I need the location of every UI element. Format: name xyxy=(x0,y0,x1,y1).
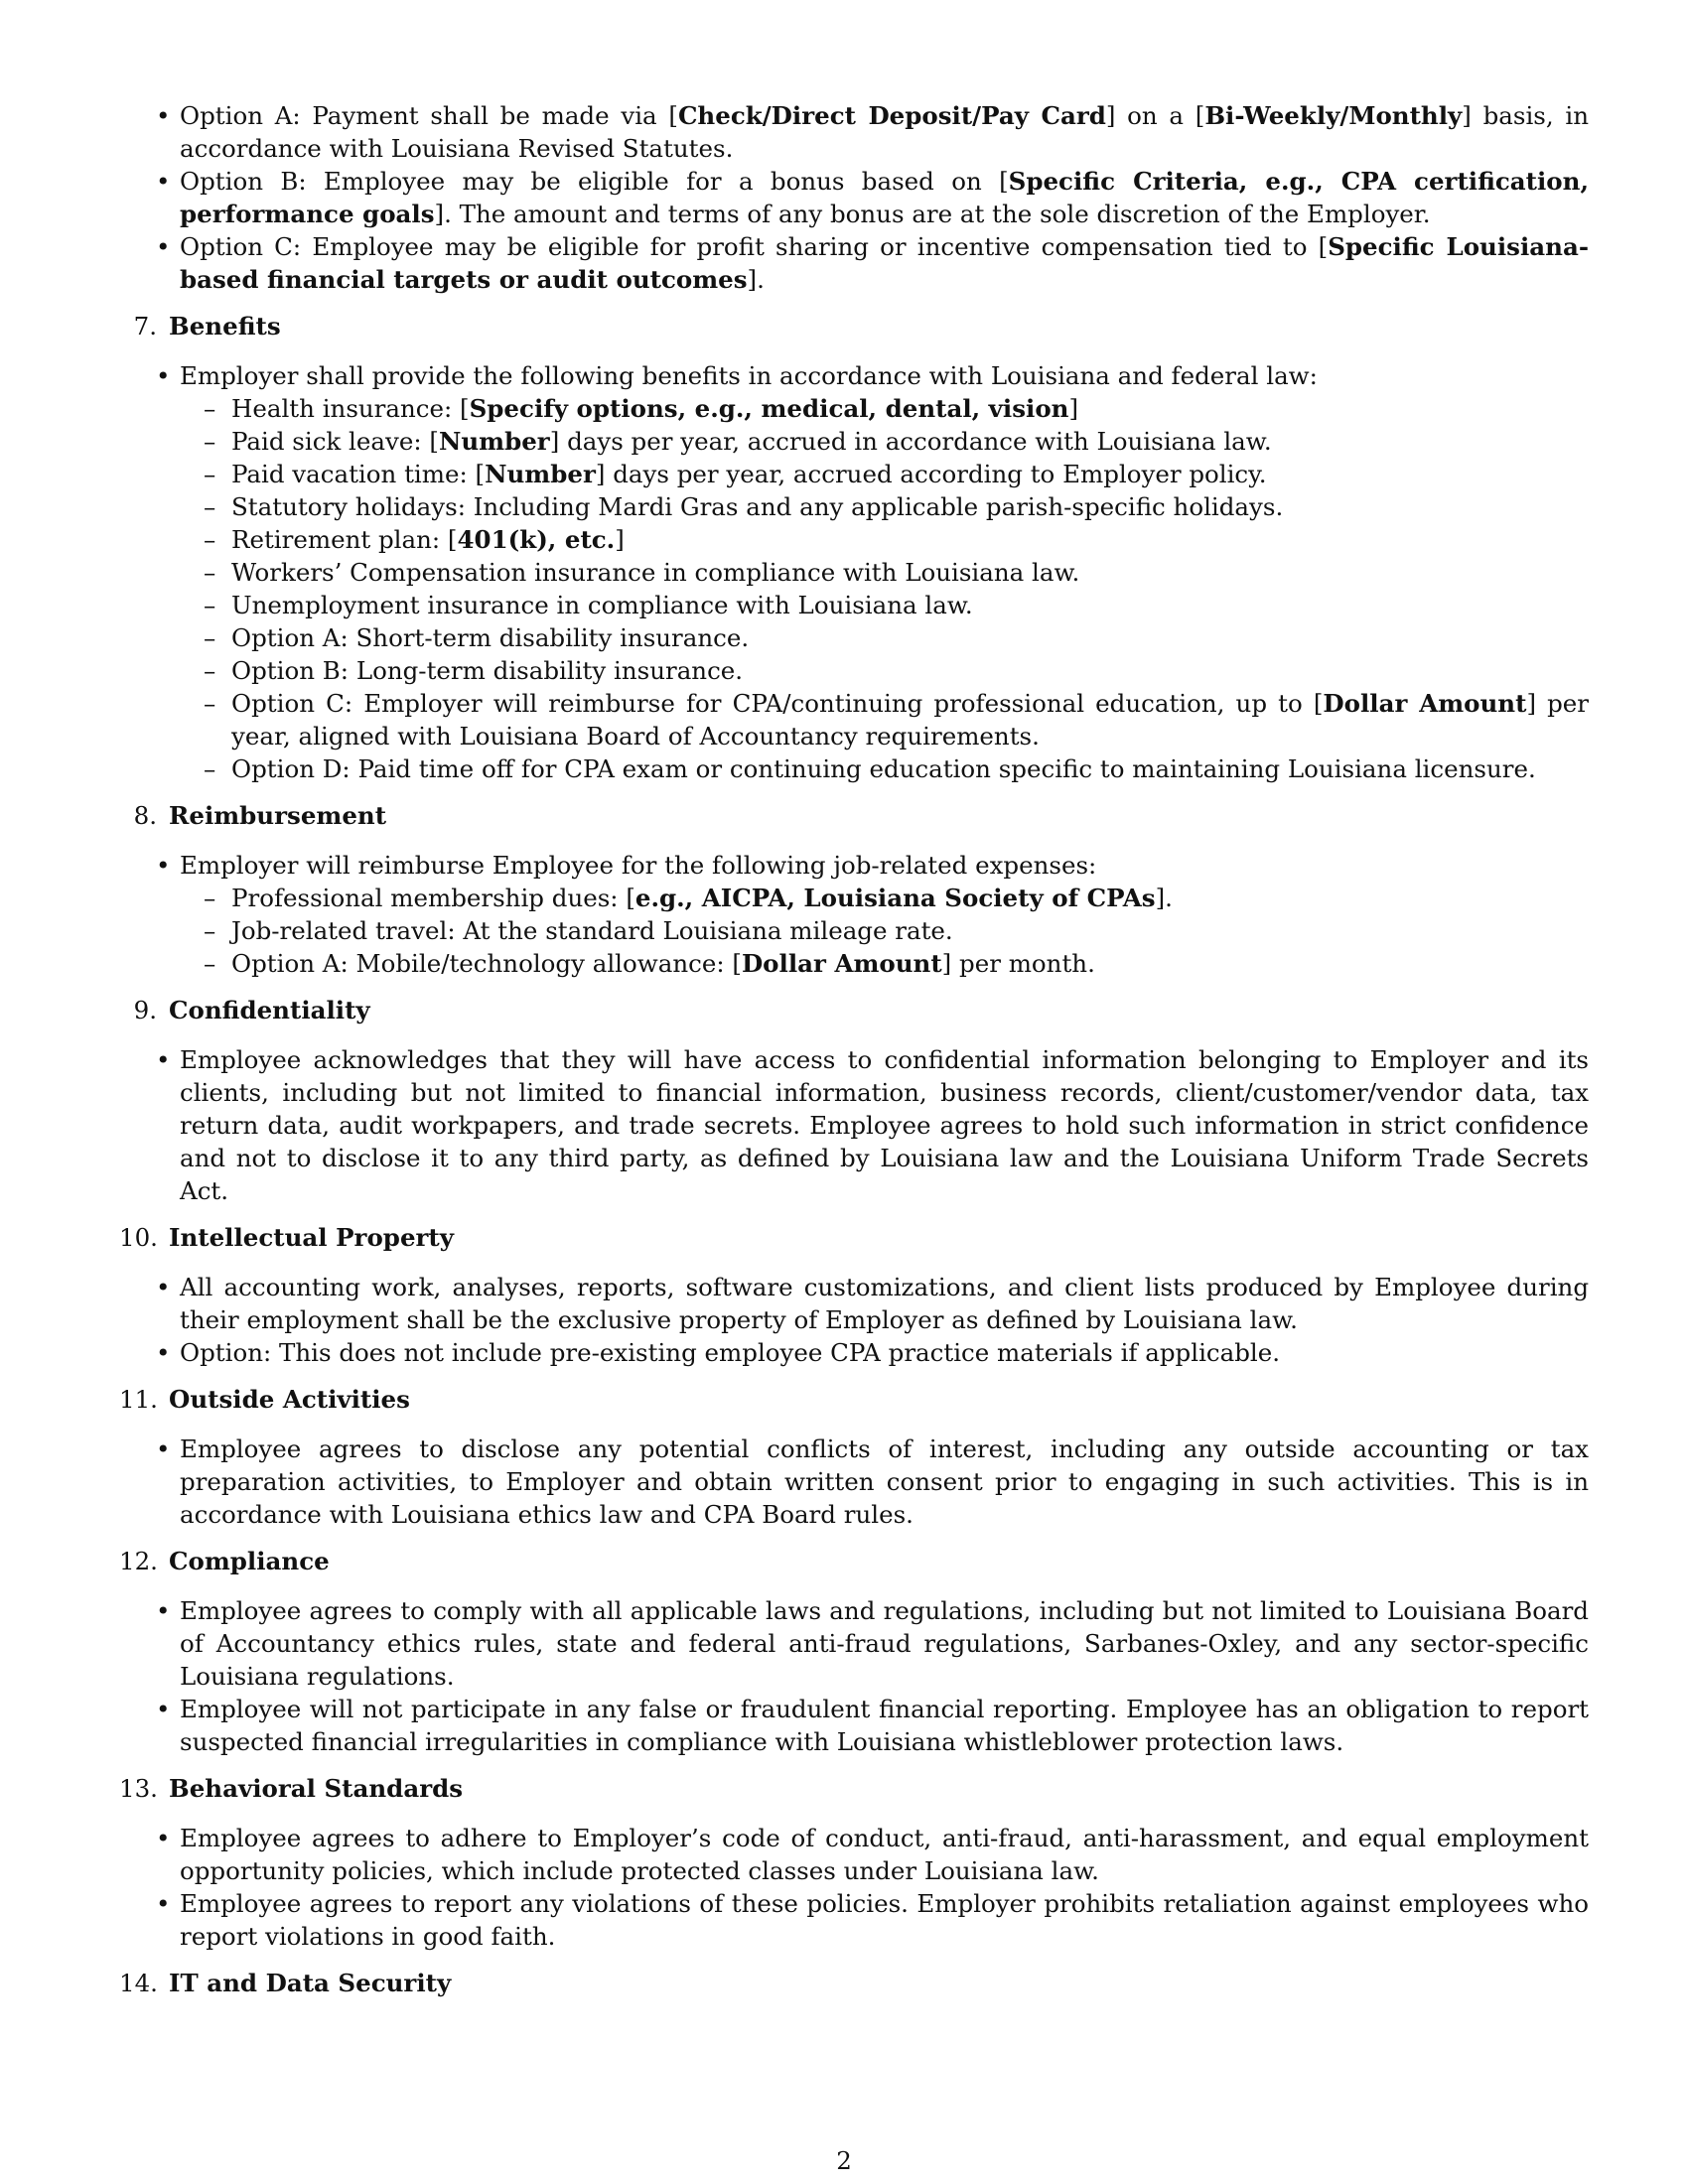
bullet-list xyxy=(119,1822,1589,1953)
list-item: • Employee agrees to report any violations of these policies. Employer prohibits retaliation against employees who report violations in good faith. xyxy=(180,1887,1589,1953)
section-heading: 11. Outside Activities xyxy=(119,1385,410,1414)
sub-list-item: – Professional membership dues: [e.g., AICPA, Louisiana Society of CPAs]. xyxy=(231,882,1589,914)
sub-list-item: – Option C: Employer will reimburse for CPA/continuing professional education, up to [Dollar Amount] per year, aligned with Louisiana Board of Accountancy requirements. xyxy=(231,687,1589,752)
section-reimbursement xyxy=(119,799,1589,980)
list-item: • Employee agrees to comply with all applicable laws and regulations, including but not limited to Louisiana Board of Accountancy ethics rules, state and federal anti-fraud regulations, Sarbanes-Oxley, and any sector-specific Louisiana regulations. xyxy=(180,1594,1589,1693)
list-item: • Employer will reimburse Employee for the following job-related expenses: – Professional membership dues: [e.g., AICPA, Louisiana Society of CPAs]. – Job-related travel: At the standard Louisiana mileage rate. – Option A: Mobile/technology allowance: [Dollar Amount] per month. xyxy=(180,849,1589,980)
list-item: • Option B: Employee may be eligible for a bonus based on [Specific Criteria, e.g., CPA certification, performance goals]. The amount and terms of any bonus are at the sole discretion of the Employer. xyxy=(180,165,1589,230)
sub-list-item: – Option D: Paid time off for CPA exam or continuing education specific to maintaining Louisiana licensure. xyxy=(231,752,1589,785)
page-number: 2 xyxy=(836,2146,852,2175)
sub-list-item: – Unemployment insurance in compliance with Louisiana law. xyxy=(231,589,1589,621)
section-heading: 14. IT and Data Security xyxy=(119,1969,452,1997)
list-item: • All accounting work, analyses, reports, software customizations, and client lists produced by Employee during their employment shall be the exclusive property of Employer as defined by Louisiana law. xyxy=(180,1271,1589,1336)
section-behavioral-standards xyxy=(119,1772,1589,1953)
section-heading: 10. Intellectual Property xyxy=(119,1223,454,1252)
sub-list xyxy=(180,882,1589,980)
sub-list-item: – Option A: Short-term disability insurance. xyxy=(231,621,1589,654)
section-heading: 8. Reimbursement xyxy=(133,801,387,830)
list-item: • Option: This does not include pre-existing employee CPA practice materials if applicable. xyxy=(180,1336,1589,1369)
sub-list-item: – Retirement plan: [401(k), etc.] xyxy=(231,523,1589,556)
list-item: • Employee acknowledges that they will have access to confidential information belonging to Employer and its clients, including but not limited to financial information, business records, client/customer/vendor data, tax return data, audit workpapers, and trade secrets. Employee agrees to hold such information in strict confidence and not to disclose it to any third party, as defined by Louisiana law and the Louisiana Uniform Trade Secrets Act. xyxy=(180,1043,1589,1207)
section-it-data-security xyxy=(119,1967,1589,1999)
sub-list-item: – Paid sick leave: [Number] days per year, accrued in accordance with Louisiana law. xyxy=(231,425,1589,458)
list-item: • Employee agrees to adhere to Employer’s code of conduct, anti-fraud, anti-harassment, and equal employment opportunity policies, which include protected classes under Louisiana law. xyxy=(180,1822,1589,1887)
list-item: • Employer shall provide the following benefits in accordance with Louisiana and federal law: – Health insurance: [Specify options, e.g., medical, dental, vision] – Paid sick leave: [Number] days per year, accrued in accordance with Louisiana law. – Paid vacation time: [Number] days per year, accrued according to Employer policy. – Statutory holidays: Including Mardi Gras and any applicable parish-specific holidays. – Retirement plan: [401(k), etc.] – Workers’ Compensation insurance in compliance with Louisiana law. – Unemployment insurance in compliance with Louisiana law. – Option A: Short-term disability insurance. – Option B: Long-term disability insurance. – Option C: Employer will reimburse for CPA/continuing professional education, up to [Dollar Amount] per year, aligned with Louisiana Board of Accountancy requirements. – Option D: Paid time off for CPA exam or continuing education specific to maintaining Louisiana licensure. xyxy=(180,359,1589,785)
section-heading: 7. Benefits xyxy=(133,312,281,341)
bullet-list xyxy=(119,359,1589,785)
bullet-list xyxy=(119,849,1589,980)
section-confidentiality xyxy=(119,994,1589,1207)
sub-list-item: – Statutory holidays: Including Mardi Gras and any applicable parish-specific holidays. xyxy=(231,490,1589,523)
section-benefits xyxy=(119,310,1589,785)
sub-list xyxy=(180,392,1589,785)
compensation-options-list xyxy=(71,99,1589,296)
section-heading: 13. Behavioral Standards xyxy=(119,1774,464,1803)
bullet-list xyxy=(119,1043,1589,1207)
list-item: • Employee agrees to disclose any potential conflicts of interest, including any outside accounting or tax preparation activities, to Employer and obtain written consent prior to engaging in such activities. This is in accordance with Louisiana ethics law and CPA Board rules. xyxy=(180,1433,1589,1531)
sub-list-item: – Option B: Long-term disability insurance. xyxy=(231,654,1589,687)
list-item: • Option A: Payment shall be made via [Check/Direct Deposit/Pay Card] on a [Bi-Weekly/Monthly] basis, in accordance with Louisiana Revised Statutes. xyxy=(180,99,1589,165)
sub-list-item: – Health insurance: [Specify options, e.g., medical, dental, vision] xyxy=(231,392,1589,425)
bullet-list xyxy=(119,1433,1589,1531)
bullet-list xyxy=(119,1271,1589,1369)
sub-list-item: – Job-related travel: At the standard Louisiana mileage rate. xyxy=(231,914,1589,947)
section-heading: 9. Confidentiality xyxy=(133,996,370,1024)
section-compliance xyxy=(119,1545,1589,1758)
list-item: • Option C: Employee may be eligible for profit sharing or incentive compensation tied to [Specific Louisiana-based financial targets or audit outcomes]. xyxy=(180,230,1589,296)
section-heading: 12. Compliance xyxy=(119,1547,330,1575)
sub-list-item: – Workers’ Compensation insurance in compliance with Louisiana law. xyxy=(231,556,1589,589)
sub-list-item: – Paid vacation time: [Number] days per year, accrued according to Employer policy. xyxy=(231,458,1589,490)
document-body xyxy=(119,99,1589,2016)
sub-list-item: – Option A: Mobile/technology allowance: [Dollar Amount] per month. xyxy=(231,947,1589,980)
section-outside-activities xyxy=(119,1383,1589,1531)
section-intellectual-property xyxy=(119,1221,1589,1369)
list-item: • Employee will not participate in any false or fraudulent financial reporting. Employee has an obligation to report suspected financial irregularities in compliance with Louisiana whistleblower protection laws. xyxy=(180,1693,1589,1758)
bullet-list xyxy=(119,1594,1589,1758)
